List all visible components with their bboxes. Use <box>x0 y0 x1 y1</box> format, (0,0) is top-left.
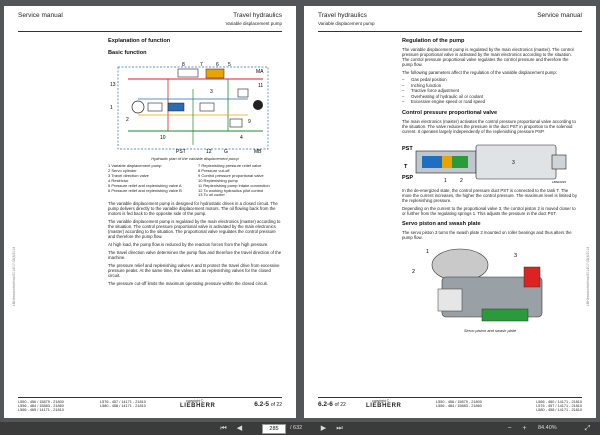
footer-model: L566 - 465 / 14171 - 21810 <box>18 408 64 413</box>
label-6: 6 <box>216 62 219 68</box>
side-code: LBH/mmdie/edit/mk/2014/17:38(4/2014 <box>586 247 590 306</box>
paragraph: The following parameters affect the regulation of the variable displacement pump: <box>402 70 557 75</box>
paragraph: The variable displacement pump is regulated by the main electronics (master). The control pressure proportional valve is activated by the main electronics according to the situation. The control pressure proportional valve regulates the control pressure and therefore the pump flow. <box>402 47 574 67</box>
fit-page-icon[interactable]: ⤢ <box>584 425 591 432</box>
page-footer <box>318 397 582 412</box>
next-page-icon[interactable]: ▶ <box>320 425 327 432</box>
paragraph: The variable displacement pump is designed for hydrostatic drives in a closed circuit. The pump delivers directly to the variable displacement motors. The oil flowing back from the motors is fed back to the opposite side of the pump. <box>108 201 278 217</box>
footer-page-number <box>254 401 282 408</box>
list-item: – Gas pedal position <box>402 77 578 83</box>
page-right <box>304 6 596 418</box>
label-1: 1 <box>426 248 430 255</box>
list-item: – Tractive force adjustment <box>402 88 578 94</box>
legend-item: 3 Travel direction valve <box>108 172 149 178</box>
label-3: 3 <box>514 252 518 259</box>
list-item: – Excessive engine speed or road speed <box>402 99 578 105</box>
paragraph: Depending on the current to the proportional valve 3, the control piston 2 is moved closer to or further from the regulating springs 1. This adjusts the pressure in the duct PST. <box>402 205 576 216</box>
label-8: 8 <box>182 62 185 68</box>
zoom-out-icon[interactable]: − <box>507 425 512 432</box>
label-pst: PST <box>402 145 413 152</box>
header-title: Travel hydraulics <box>233 12 282 19</box>
footer-model: L556 - 484 / 15883 - 21860 <box>18 404 64 409</box>
subsection-title: Basic function <box>108 50 147 56</box>
label-9: 9 <box>248 119 251 125</box>
valve-illustration <box>402 137 578 185</box>
page-content <box>108 38 282 286</box>
page-header <box>318 11 582 32</box>
header-right: Service manual <box>537 12 582 19</box>
diagram-caption: Hydraulic plan of the variable displacement pump <box>151 156 239 161</box>
last-page-icon[interactable]: ⏭ <box>336 425 343 432</box>
label-2: 2 <box>460 177 463 184</box>
page-number-input[interactable]: 285 <box>262 424 286 434</box>
legend-item: 4 Restrictor <box>108 177 129 183</box>
liebherr-logo: LIEBHERR <box>180 403 216 409</box>
label-5: 5 <box>228 62 231 68</box>
legend-item: 8 Pressure cut-off <box>198 167 230 173</box>
legend-item: 9 Control pressure proportional valve <box>198 172 264 178</box>
legend-item <box>108 193 192 198</box>
paragraph: The pressure cut-off limits the maximum operating pressure within the closed circuit. <box>108 281 268 287</box>
footer-model: L556 - 484 / 15883 - 21860 <box>436 404 482 409</box>
section-title: Servo piston and swash plate <box>402 220 481 227</box>
paragraph: The pressure relief and replenishing valves A and B protect the travel drive from excessive pressure peaks. At the same time, the valves act as replenishing valves for the closed circuit. <box>108 263 280 279</box>
section-title: Explanation of function <box>108 38 171 44</box>
legend-item: 2 Servo cylinder <box>108 167 137 173</box>
page-number: 6.2-5 <box>254 401 270 408</box>
label-psp: PSP <box>402 174 414 181</box>
label-t: T <box>404 163 408 170</box>
paragraph: The servo piston 3 turns the swash plate 2 mounted on roller bearings and thus alters the pump flow. <box>402 229 572 240</box>
footer-copyright: copyright © <box>186 399 204 403</box>
paragraph: The variable displacement pump is regulated by the main electronics (master) according to the situation. The control pressure proportional valve is activated by the main electronics (master) according to the situation. The proportional valve regulates the control pressure and therefore the pump flow. <box>108 219 281 240</box>
label-g: G <box>224 149 228 155</box>
parameter-list <box>402 77 578 105</box>
footer-model: L576 - 457 / 14171 - 21810 <box>100 400 146 404</box>
footer-models <box>436 400 482 408</box>
footer-model: L580 - 458 / 14171 - 21810 <box>100 404 146 409</box>
footer-copyright: copyright © <box>372 399 390 403</box>
label-13: 13 <box>110 82 116 88</box>
section-title: Regulation of the pump <box>402 38 465 44</box>
label-pst: PST <box>176 149 186 155</box>
legend-item: 11 Replenishing pump intake connection <box>198 182 270 188</box>
label-4: 4 <box>240 135 243 141</box>
section-title: Control pressure proportional valve <box>402 109 498 116</box>
legend-item: 12 To working hydraulics pilot control <box>198 187 264 193</box>
page-of: of 22 <box>270 402 282 408</box>
label-mb: MB <box>254 149 262 155</box>
label-3: 3 <box>512 159 515 166</box>
legend-item: 13 To oil cooler <box>198 192 225 198</box>
page-of: of 22 <box>334 402 346 408</box>
page-footer <box>18 397 282 412</box>
first-page-icon[interactable]: ⏮ <box>220 425 227 432</box>
footer-model: L550 - 456 / 15879 - 21800 <box>436 400 482 404</box>
label-1: 1 <box>110 105 113 111</box>
label-1: 1 <box>444 177 447 184</box>
side-code: LBH/mmdie/edit/mk/2014/17:38(4/2014 <box>12 247 16 306</box>
page-content <box>402 38 578 333</box>
header-title: Travel hydraulics <box>318 12 367 19</box>
label-2: 2 <box>412 268 416 275</box>
list-item: – Inching function <box>402 83 578 89</box>
legend-item: 5 Pressure relief and replenishing valve A <box>108 182 182 188</box>
liebherr-logo: LIEBHERR <box>366 403 402 409</box>
footer-model: L580 - 458 / 14171 - 21810 <box>536 408 582 413</box>
page-total: / 632 <box>290 425 303 431</box>
legend-item: 10 Replenishing pump <box>198 177 238 183</box>
label-7: 7 <box>200 62 203 68</box>
paragraph: The travel direction valve determines the pump flow and therefore the travel direction of the machine. <box>108 250 282 261</box>
footer-models-b <box>100 400 146 408</box>
viewer-toolbar <box>0 422 600 435</box>
hydraulic-diagram <box>108 59 282 155</box>
header-subtitle: Variable displacement pump <box>318 21 375 26</box>
zoom-level[interactable]: 84.40% <box>538 425 557 431</box>
label-2: 2 <box>126 117 129 123</box>
previous-page-icon[interactable]: ◀ <box>236 425 243 432</box>
page-left <box>4 6 296 418</box>
footer-model: L576 - 457 / 14171 - 21810 <box>536 404 582 409</box>
swash-caption: Servo piston and swash plate <box>463 327 517 333</box>
header-left: Service manual <box>18 12 63 19</box>
footer-model: L550 - 456 / 15879 - 21800 <box>18 400 64 404</box>
paragraph: At high load, the pump flow is reduced by the reaction forces from the high pressure. <box>108 242 269 248</box>
page-number: 6.2-6 <box>318 401 333 408</box>
legend-item: 6 Pressure relief and replenishing valve B <box>108 187 182 193</box>
label-ma: MA <box>256 69 264 75</box>
swash-plate-illustration <box>402 243 578 327</box>
legend-item: 1 Variable displacement pump <box>108 163 162 168</box>
label-12: 12 <box>206 149 212 155</box>
footer-models-b <box>536 400 582 413</box>
header-subtitle: Variable displacement pump <box>225 21 282 26</box>
label-11: 11 <box>258 83 264 89</box>
list-item: – Overheating of hydraulic oil or coolant <box>402 94 578 100</box>
paragraph: The main electronics (master) activates the control pressure proportional valve according to the situation. The valve reduces the pressure in the duct PST in proportion to the solenoid current. It operates largely independently of the replenishing pressure PSP. <box>402 118 576 134</box>
paragraph: In the de-energized state, the control pressure duct PST is connected to the tank T. The more the current increases, the higher the control pressure. The maximum level is limited by the replenishing pressure. <box>402 187 577 203</box>
footer-models <box>18 400 64 413</box>
footer-page-number <box>318 401 346 408</box>
legend-item: 7 Replenishing pressure relief valve <box>198 163 262 168</box>
footer-model: L566 - 460 / 14171 - 21810 <box>536 400 582 404</box>
diagram-legend <box>108 164 282 198</box>
label-10: 10 <box>160 135 166 141</box>
page-header <box>18 11 282 32</box>
label-3: 3 <box>210 89 213 95</box>
figure-code: LBS02215 <box>552 179 567 184</box>
zoom-in-icon[interactable]: + <box>522 425 527 432</box>
